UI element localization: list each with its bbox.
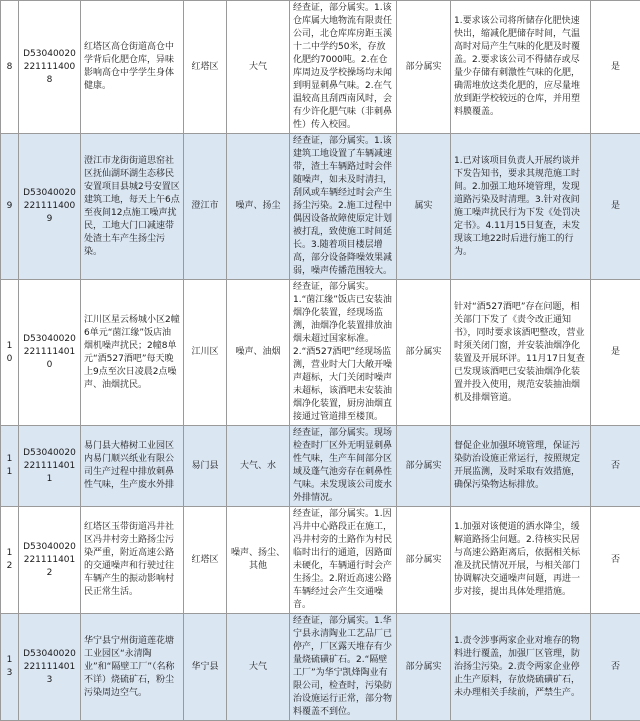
case-code: D530400202211114009 [19,134,81,280]
administrative-district: 红塔区 [184,507,227,614]
handling-measures: 1.加强对该便道的洒水降尘，缓解道路扬尘问题。2.待核实民居与高速公路距离后，依据相关标准及扰民情况开展，与相关部门协调解决交通噪声问题，再进一步对接，提出具体处理措施。 [451,507,591,614]
pollution-type: 大气 [227,614,290,721]
closed-flag: 是 [591,280,640,426]
closed-flag: 否 [591,507,640,614]
row-number: 8 [1,1,19,134]
complaint-content: 易门县大椿树工业园区内易门顺兴纸业有限公司生产过程中排放刺鼻性气味，生产废水外排 [81,426,184,507]
administrative-district: 江川区 [184,280,227,426]
row-number: 13 [1,614,19,721]
administrative-district: 澄江市 [184,134,227,280]
verification-result: 经查证，部分属实。1.华宁县永清陶业工艺品厂已停产，厂区露天堆存有少量烧硫磺矿石。2.“隔壁工厂”为华宁凯烽陶业有限公司，检查时，污染防治设施运行正常，部分物料覆盖不到位。 [290,614,397,721]
administrative-district: 红塔区 [184,1,227,134]
closed-flag: 否 [591,426,640,507]
administrative-district: 华宁县 [184,614,227,721]
verification-result: 经查证，部分属实。1.“菌江缘”饭店已安装油烟净化装置，经现场监测，油烟净化装置排放油烟未超过国家标准。2.“酒527酒吧”经现场监测，营业时大门大敞开噪声超标，大门关闭时噪声未超标，该酒吧未安装油烟净化装置，厨房油烟直接通过管道排至楼顶。 [290,280,397,426]
complaint-content: 华宁县宁州街道莲花塘工业园区“永清陶业”和“隔壁工厂”（名称不详）烧硫矿石，粉尘污染周边空气。 [81,614,184,721]
verification-status: 部分属实 [397,280,451,426]
handling-measures: 1.已对该项目负责人开展约谈并下发告知书，要求其规范施工时间。2.加强工地环境管理，发现道路污染及时清理。3.针对夜间施工噪声扰民行为下发《处罚决定书》。4.11月15日复查，未发现该工地22时后进行施工的行为。 [451,134,591,280]
verification-status: 部分属实 [397,614,451,721]
closed-flag: 是 [591,1,640,134]
closed-flag: 是 [591,134,640,280]
handling-measures: 督促企业加强环境管理，保证污染防治设施正常运行，按照规定开展监测，及时采取有效措施，确保污染物达标排放。 [451,426,591,507]
verification-status: 属实 [397,134,451,280]
case-code: D530400202211114010 [19,280,81,426]
pollution-type: 噪声、扬尘、其他 [227,507,290,614]
complaint-content: 江川区星云杨城小区2幢6单元“菌江缘”饭店油烟机噪声扰民；2幢8单元“酒527酒吧”每天晚上9点至次日凌晨2点噪声、油烟扰民。 [81,280,184,426]
verification-status: 部分属实 [397,507,451,614]
verification-result: 经查证，部分属实。1.该建筑工地设置了车辆减速带，渣土车辆路过时会伴随噪声，如未及时清扫，刮风或车辆经过时会产生扬尘污染。2.施工过程中偶因设备故障使原定计划被打乱，致使施工时间延长。3.随着项目楼层增高，部分设备降噪效果减弱，噪声传播范围较大。 [290,134,397,280]
row-number: 10 [1,280,19,426]
complaint-content: 红塔区高仓街道高仓中学背后化肥仓库，异味影响高仓中学学生身体健康。 [81,1,184,134]
table-row [1,280,640,426]
administrative-district: 易门县 [184,426,227,507]
row-number: 12 [1,507,19,614]
table-row [1,134,640,280]
verification-result: 经查证，部分属实。1.因冯井中心路段正在施工，冯井村旁的土路作为村民临时出行的通道，因路面未硬化，车辆通行时会产生扬尘。2.附近高速公路车辆经过会产生交通噪音。 [290,507,397,614]
table-row [1,1,640,134]
pollution-type: 噪声、油烟 [227,280,290,426]
complaint-content: 红塔区玉带街道冯井社区冯井村旁土路扬尘污染严重，附近高速公路的交通噪声和行驶过往车辆产生的振动影响村民正常生活。 [81,507,184,614]
handling-measures: 1.责令涉事两家企业对堆存的物料进行覆盖，加强厂区管理，防治扬尘污染。2.责令两家企业停止生产原料，存放烧硫磺矿石，未办理相关手续前，严禁生产。 [451,614,591,721]
row-number: 9 [1,134,19,280]
case-code: D530400202211114008 [19,1,81,134]
closed-flag: 否 [591,614,640,721]
verification-result: 经查证，部分属实。1.该仓库属大地物流有限责任公司，北仓库库房距玉溪十二中学约50米，存放化肥约7000吨。2.在仓库周边及学校操场均未闻到明显刺鼻气味。2.在气温较高且刮西南风时，会有少许化肥气味（非刺鼻性）传入校园。 [290,1,397,134]
handling-measures: 1.要求该公司将所储存化肥快速快出，缩减化肥储存时间，气温高时对局产生气味的化肥及时覆盖。2.要求该公司不得储存或尽量少存储有刺激性气味的化肥，确需堆放这类化肥的，应尽量堆放到距学校较远的仓库，并用塑料膜覆盖。 [451,1,591,134]
table-row [1,614,640,721]
case-code: D530400202211114013 [19,614,81,721]
row-number: 11 [1,426,19,507]
verification-status: 部分属实 [397,1,451,134]
pollution-type: 大气、水 [227,426,290,507]
verification-result: 经查证，部分属实。现场检查时厂区外无明显刺鼻性气味，生产车间部分区域及蓬气池旁存在刺鼻性气味。未发现该公司废水外排情况。 [290,426,397,507]
handling-measures: 针对“酒527酒吧”存在问题，相关部门下发了《责令改正通知书》，同时要求该酒吧整改，营业时须关闭门窗，并安装油烟净化装置及开展环评。11月17日复查已发现该酒吧已安装油烟净化装置并投入使用，规范安装抽油烟机及排烟管道。 [451,280,591,426]
case-code: D530400202211114011 [19,426,81,507]
case-code: D530400202211114012 [19,507,81,614]
complaint-content: 澄江市龙街街道思窑社区抚仙湖环湖生态移民安置项目县城2号安置区建筑工地，每天上午6点至夜间12点施工噪声扰民，工地大门口减速带处渣土车产生扬尘污染。 [81,134,184,280]
table-row [1,507,640,614]
verification-status: 部分属实 [397,426,451,507]
pollution-type: 噪声、扬尘 [227,134,290,280]
pollution-type: 大气 [227,1,290,134]
table-row [1,426,640,507]
